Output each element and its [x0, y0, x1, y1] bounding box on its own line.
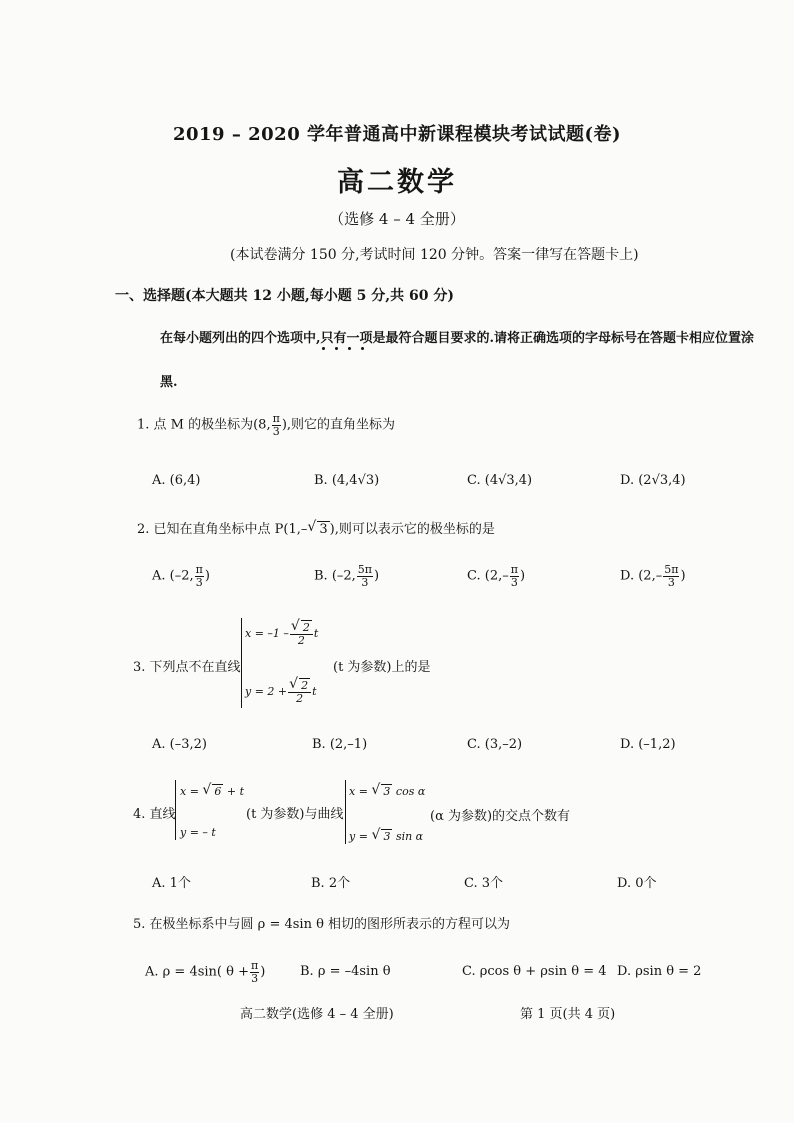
question-4-option-a: A. 1个 — [152, 876, 191, 891]
question-3-tail: (t 为参数)上的是 — [333, 660, 431, 675]
system-brace — [241, 618, 242, 708]
question-5-option-c: C. ρcos θ + ρsin θ = 4 — [462, 964, 607, 979]
question-1-option-c: C. (4√3,4) — [467, 473, 533, 488]
question-4-option-c: C. 3个 — [464, 876, 504, 891]
fraction: $\frac{\pi}{3}$ — [272, 412, 280, 438]
exam-info: (本试卷满分 150 分,考试时间 120 分钟。答案一律写在答题卡上) — [230, 247, 639, 263]
question-4-stem: 4. 直线 — [133, 807, 176, 822]
question-5-option-b: B. ρ = –4sin θ — [300, 964, 391, 979]
question-3-option-c: C. (3,–2) — [467, 737, 523, 752]
footer-page-number: 第 1 页(共 4 页) — [520, 1007, 616, 1022]
instruction-line-2: 黑. — [160, 375, 178, 390]
question-2-stem: 2. 已知在直角坐标中点 P(1,–√ 3 ),则可以表示它的极坐标的是 — [137, 518, 495, 537]
question-3-stem: 3. 下列点不在直线 — [133, 660, 241, 675]
question-3-option-b: B. (2,–1) — [312, 737, 368, 752]
system-brace — [175, 780, 176, 840]
exam-title: 2019 – 2020 学年普通高中新课程模块考试试题(卷) — [172, 124, 622, 145]
curve-equation-y: y = √ 3 sin α — [349, 830, 423, 843]
emphasis-dot — [361, 347, 364, 350]
question-1-stem: 1. 点 M 的极坐标为(8, $\frac{\pi}{3}$ ),则它的直角坐标为 — [137, 412, 396, 438]
curve-equation-x: x = √ 3 cos α — [349, 785, 425, 798]
question-4-middle: (t 为参数)与曲线 — [246, 807, 344, 822]
question-3-option-a: A. (–3,2) — [152, 737, 207, 752]
question-5-option-d: D. ρsin θ = 2 — [617, 964, 702, 979]
equation-x: x = –1 – √ $\frac{2}{2}$ t — [245, 622, 318, 646]
exam-subject: 高二数学 — [337, 167, 457, 198]
emphasis-dot — [335, 347, 338, 350]
system-brace — [345, 780, 346, 844]
footer-subject: 高二数学(选修 4 – 4 全册) — [240, 1007, 394, 1022]
question-3-option-d: D. (–1,2) — [620, 737, 676, 752]
question-5-stem: 5. 在极坐标系中与圆 ρ = 4sin θ 相切的图形所表示的方程可以为 — [133, 917, 511, 932]
question-4-option-d: D. 0个 — [617, 876, 657, 891]
equation-y: y = 2 + √ $\frac{2}{2}$ t — [245, 680, 317, 704]
question-5-option-a: A. ρ = 4sin( θ + $\frac{\pi}{3}$ ) — [145, 959, 266, 985]
instruction-line-1: 在每小题列出的四个选项中,只有一项是最符合题目要求的.请将正确选项的字母标号在答题卡相应位置涂 — [160, 331, 755, 346]
line-equation-x: x = √ 6 + t — [180, 785, 244, 798]
emphasis-dot — [322, 347, 325, 350]
question-1-option-d: D. (2√3,4) — [620, 473, 686, 488]
emphasis-dot — [348, 347, 351, 350]
exam-scope: （选修 4 – 4 全册） — [329, 210, 465, 228]
question-1-option-a: A. (6,4) — [152, 473, 201, 488]
question-4-option-b: B. 2个 — [311, 876, 351, 891]
question-2-option-a: A. (–2, $\frac{\pi}{3}$ ) — [152, 563, 210, 589]
question-4-tail: (α 为参数)的交点个数有 — [430, 809, 571, 824]
question-2-option-d: D. (2,– $\frac{5\pi}{3}$ ) — [620, 563, 686, 589]
question-1-option-b: B. (4,4√3) — [314, 473, 380, 488]
question-2-option-c: C. (2,– $\frac{\pi}{3}$ ) — [467, 563, 526, 589]
question-2-option-b: B. (–2, $\frac{5\pi}{3}$ ) — [314, 563, 380, 589]
section-title: 一、选择题(本大题共 12 小题,每小题 5 分,共 60 分) — [115, 288, 454, 304]
line-equation-y: y = – t — [180, 826, 216, 839]
